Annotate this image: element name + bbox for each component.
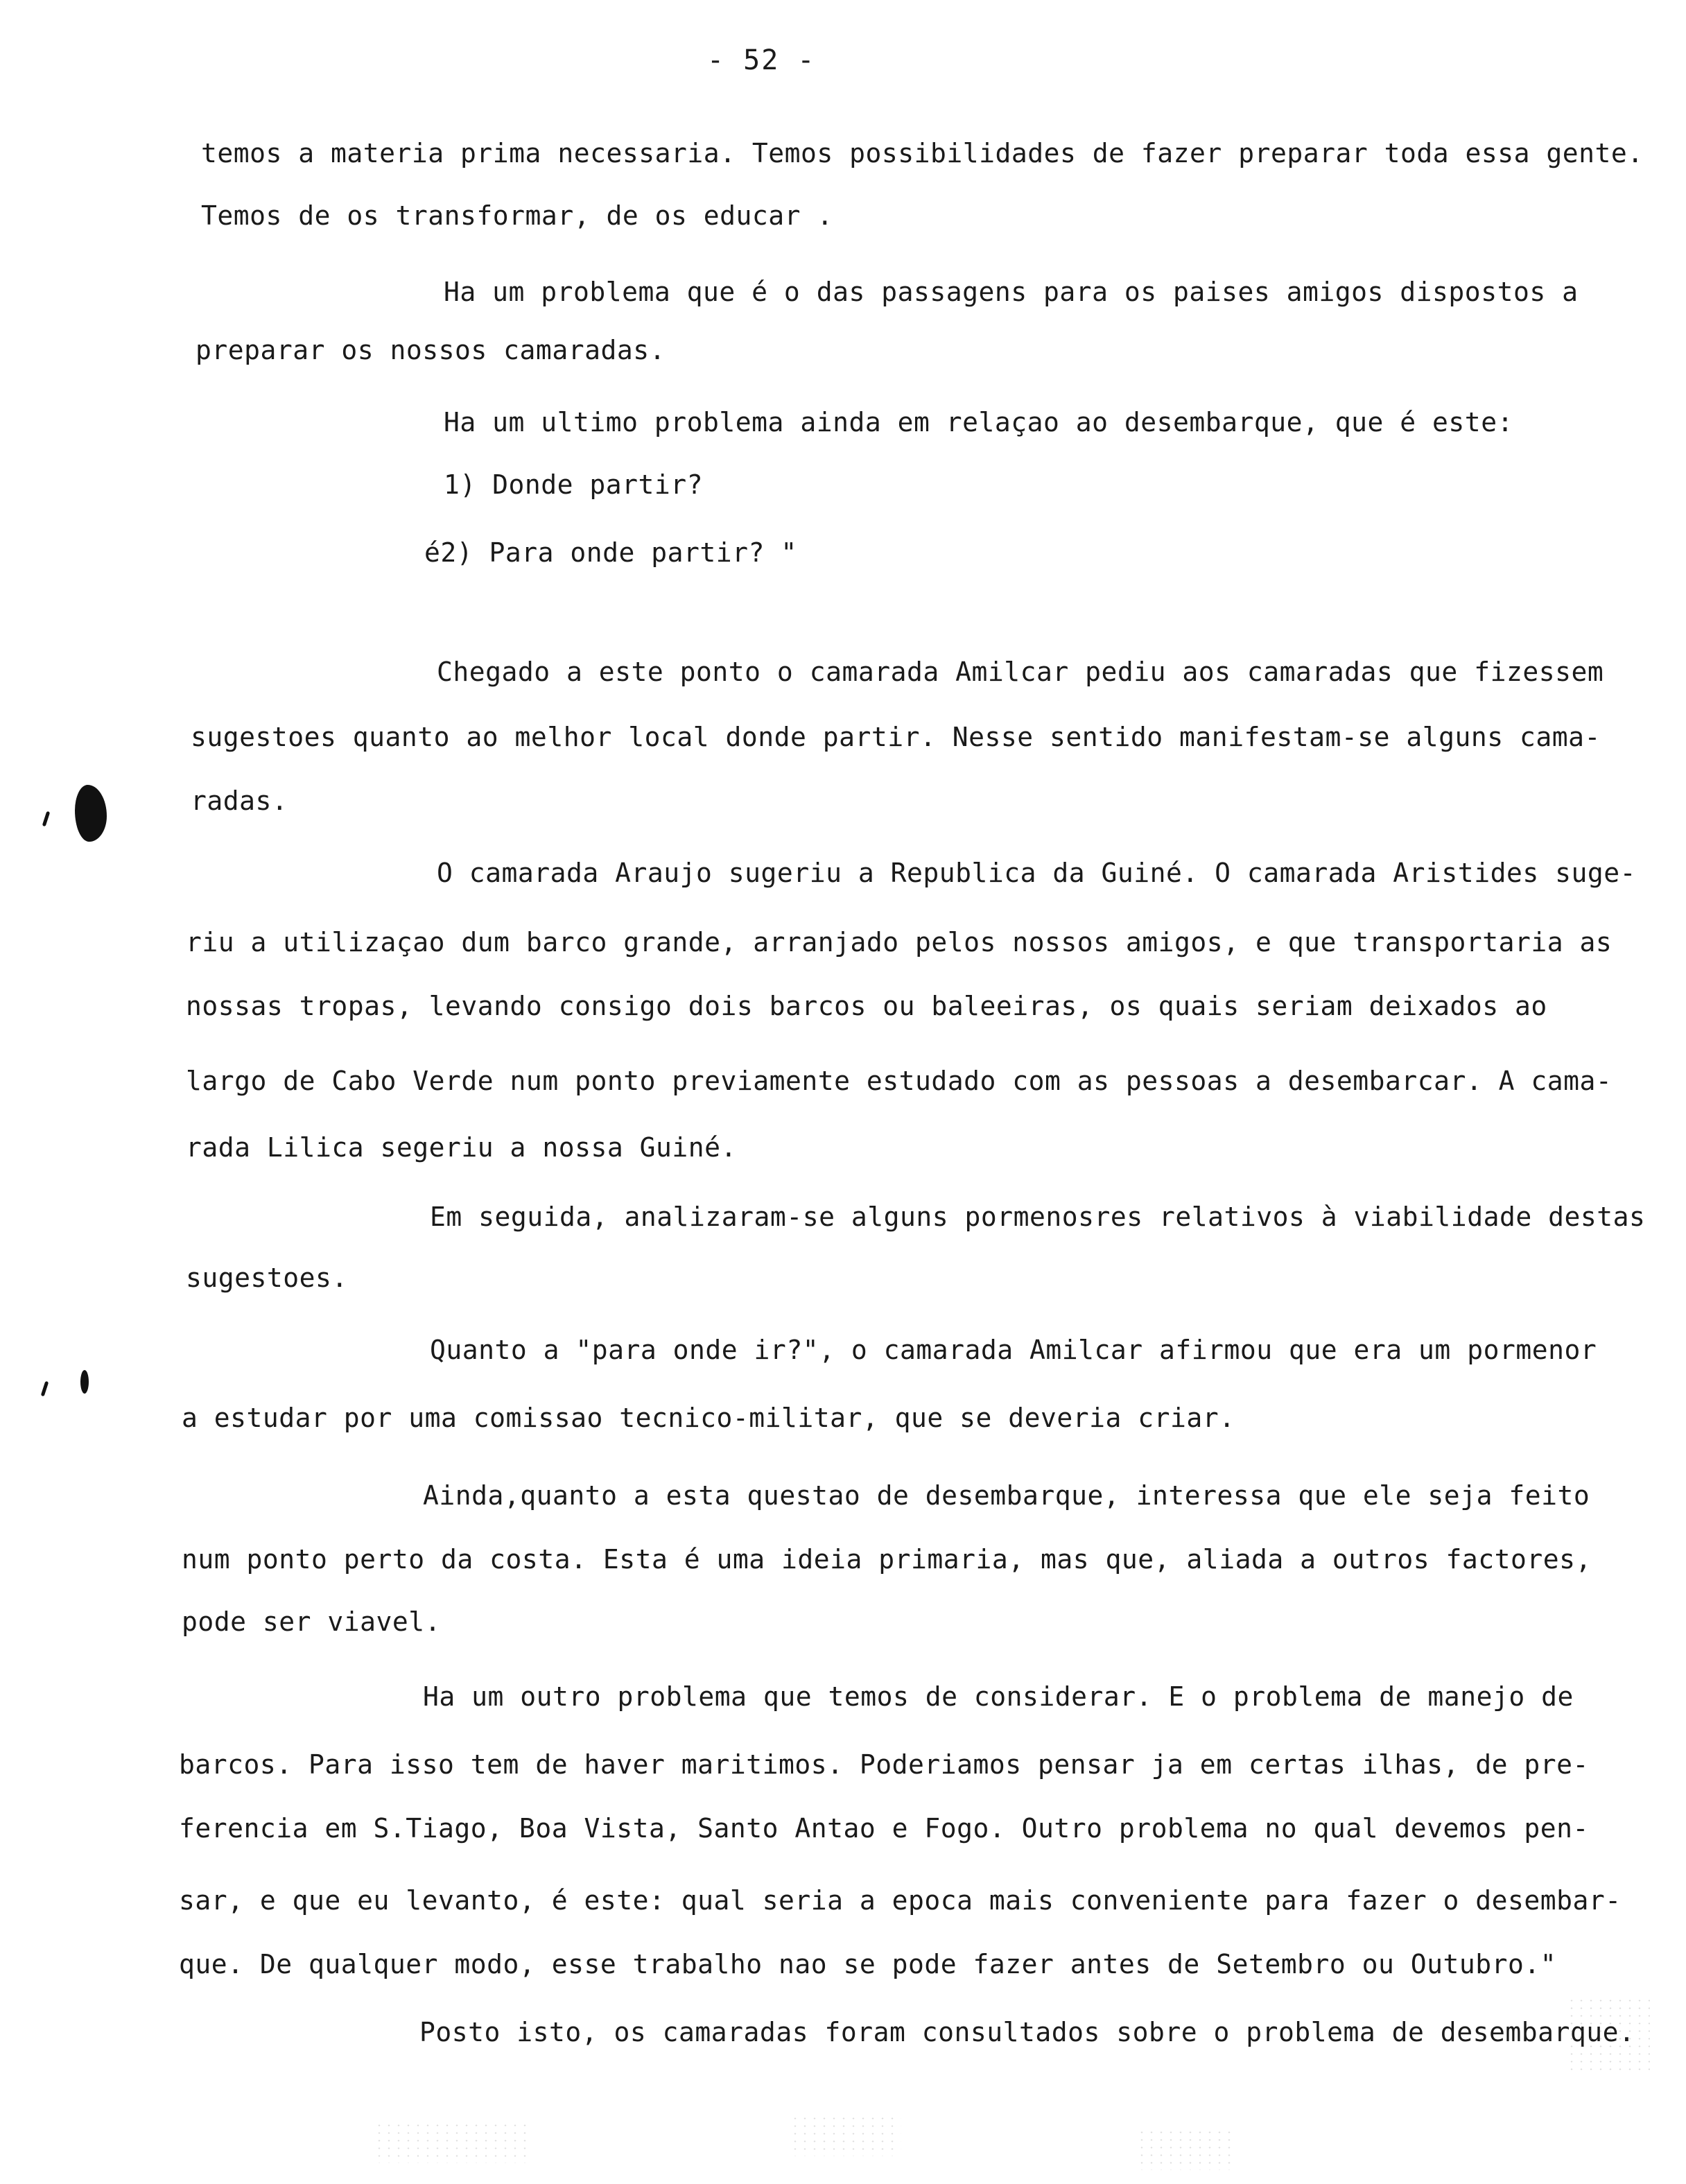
text-line: sar, e que eu levanto, é este: qual seria a epoca mais conveniente para fazer o desembar- bbox=[179, 1885, 1622, 1916]
list-item: 1) Donde partir? bbox=[444, 469, 704, 500]
page-number: - 52 - bbox=[707, 44, 816, 76]
text-line: Posto isto, os camaradas foram consultados sobre o problema de desembarque. bbox=[419, 2017, 1635, 2047]
punch-hole-mark bbox=[80, 1370, 89, 1394]
scan-artifact bbox=[42, 811, 51, 826]
text-line: pode ser viavel. bbox=[182, 1606, 442, 1637]
text-line: rada Lilica segeriu a nossa Guiné. bbox=[186, 1132, 737, 1163]
punch-hole-mark bbox=[75, 785, 107, 842]
text-line: sugestoes. bbox=[186, 1263, 348, 1293]
text-line: a estudar por uma comissao tecnico-militar, que se deveria criar. bbox=[182, 1403, 1235, 1433]
text-line: sugestoes quanto ao melhor local donde partir. Nesse sentido manifestam-se alguns cama- bbox=[191, 722, 1601, 752]
text-line: Ainda,quanto a esta questao de desembarque, interessa que ele seja feito bbox=[423, 1480, 1590, 1511]
text-line: radas. bbox=[191, 786, 288, 816]
text-line: barcos. Para isso tem de haver maritimos. Poderiamos pensar ja em certas ilhas, de pre- bbox=[179, 1749, 1589, 1780]
text-line: riu a utilizaçao dum barco grande, arranjado pelos nossos amigos, e que transportaria as bbox=[186, 927, 1613, 957]
text-line: preparar os nossos camaradas. bbox=[195, 335, 666, 365]
text-line: Temos de os transformar, de os educar . bbox=[201, 200, 833, 231]
text-line: Ha um ultimo problema ainda em relaçao ao desembarque, que é este: bbox=[444, 407, 1513, 437]
text-line: largo de Cabo Verde num ponto previamente estudado com as pessoas a desembarcar. A cama- bbox=[186, 1066, 1613, 1096]
text-line: que. De qualquer modo, esse trabalho nao se pode fazer antes de Setembro ou Outubro." bbox=[179, 1949, 1557, 1979]
scan-artifact bbox=[41, 1381, 49, 1396]
text-line: Ha um problema que é o das passagens para os paises amigos dispostos a bbox=[444, 277, 1579, 307]
text-line: Em seguida, analizaram-se alguns pormenosres relativos à viabilidade destas bbox=[430, 1202, 1646, 1232]
scan-noise bbox=[374, 2122, 527, 2163]
list-item: é2) Para onde partir? " bbox=[424, 537, 797, 568]
scan-noise bbox=[1137, 2129, 1234, 2170]
text-line: num ponto perto da costa. Esta é uma ideia primaria, mas que, aliada a outros factores, bbox=[182, 1544, 1592, 1575]
scan-noise bbox=[1567, 1997, 1650, 2073]
text-line: temos a materia prima necessaria. Temos possibilidades de fazer preparar toda essa gente. bbox=[201, 138, 1644, 168]
text-line: Quanto a "para onde ir?", o camarada Amilcar afirmou que era um pormenor bbox=[430, 1335, 1597, 1365]
text-line: Chegado a este ponto o camarada Amilcar pediu aos camaradas que fizessem bbox=[437, 657, 1604, 687]
text-line: nossas tropas, levando consigo dois barcos ou baleeiras, os quais seriam deixados ao bbox=[186, 991, 1547, 1021]
scan-noise bbox=[790, 2115, 901, 2156]
text-line: Ha um outro problema que temos de considerar. E o problema de manejo de bbox=[423, 1681, 1574, 1712]
text-line: ferencia em S.Tiago, Boa Vista, Santo Antao e Fogo. Outro problema no qual devemos pen- bbox=[179, 1813, 1589, 1844]
text-line: O camarada Araujo sugeriu a Republica da Guiné. O camarada Aristides suge- bbox=[437, 858, 1636, 888]
